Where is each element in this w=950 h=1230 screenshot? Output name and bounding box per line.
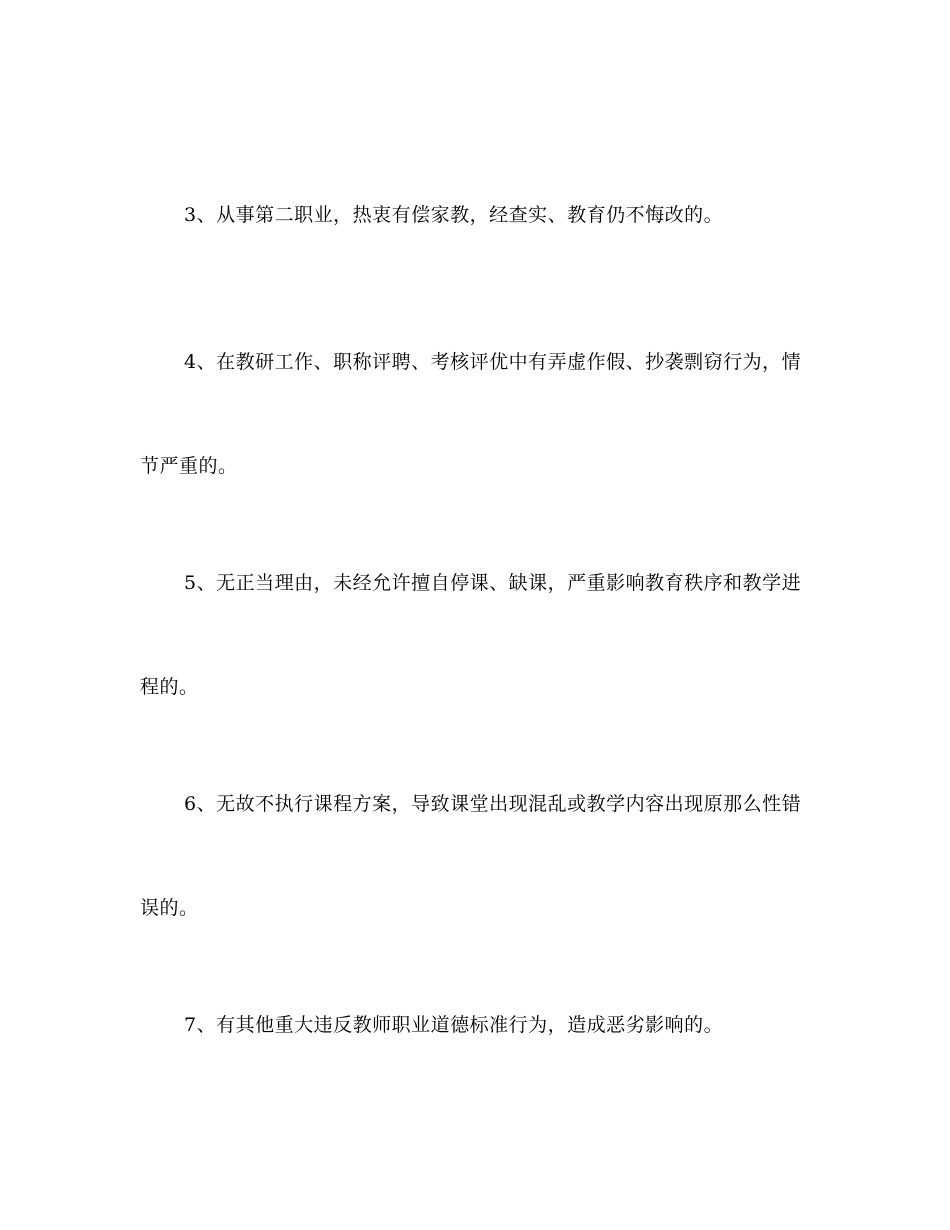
paragraph-item-7: 7、有其他重大违反教师职业道德标准行为，造成恶劣影响的。 bbox=[184, 1014, 724, 1036]
paragraph-item-6: 6、无故不执行课程方案，导致课堂出现混乱或教学内容出现原那么性错误的。 bbox=[140, 793, 802, 919]
paragraph-item-4: 4、在教研工作、职称评聘、考核评优中有弄虚作假、抄袭剽窃行为，情节严重的。 bbox=[140, 351, 802, 477]
paragraph-item-5: 5、无正当理由，未经允许擅自停课、缺课，严重影响教育秩序和教学进程的。 bbox=[140, 572, 802, 698]
paragraph-item-3: 3、从事第二职业，热衷有偿家教，经查实、教育仍不悔改的。 bbox=[184, 204, 724, 226]
